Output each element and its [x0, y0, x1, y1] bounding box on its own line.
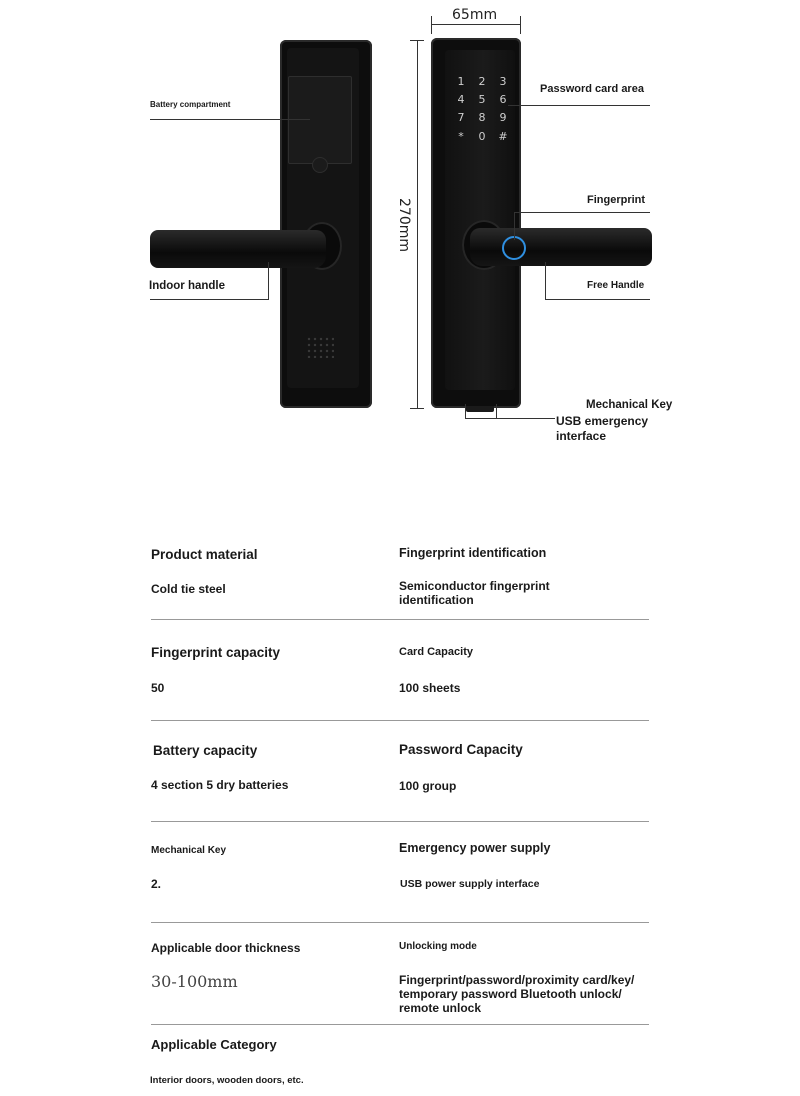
spec-title-material: Product material: [151, 547, 258, 562]
callout-usb-vline: [465, 404, 466, 419]
spec-title-card-capacity: Card Capacity: [399, 646, 473, 658]
keypad-key[interactable]: 6: [499, 93, 507, 106]
keypad-key[interactable]: 7: [457, 111, 465, 124]
callout-free-handle-hline: [545, 299, 650, 300]
spec-title-door-thickness: Applicable door thickness: [151, 941, 301, 955]
keypad-key[interactable]: 9: [499, 111, 507, 124]
spec-title-fingerprint-identification: Fingerprint identification: [399, 546, 547, 560]
keypad-key[interactable]: #: [498, 130, 508, 143]
spec-value-password-capacity: 100 group: [399, 779, 457, 793]
spec-divider: [151, 821, 649, 822]
callout-password-line: [508, 105, 650, 106]
keypad-key[interactable]: 3: [499, 75, 507, 88]
spec-title-unlocking-mode: Unlocking mode: [399, 941, 477, 952]
product-diagram: [0, 0, 800, 460]
callout-mech-key-vline: [496, 404, 497, 418]
spec-divider: [151, 922, 649, 923]
callout-usb-line2: interface: [556, 429, 607, 443]
spec-title-password-capacity: Password Capacity: [399, 742, 523, 757]
battery-cover-notch: [312, 157, 328, 173]
callout-fingerprint: Fingerprint: [587, 194, 646, 206]
height-dimension-tick-top: [410, 40, 424, 41]
callout-battery-compartment: Battery compartment: [150, 100, 231, 109]
outdoor-handle[interactable]: [470, 228, 652, 266]
spec-title-applicable-category: Applicable Category: [151, 1037, 277, 1052]
width-dimension-tick-left: [431, 16, 432, 34]
spec-value-fingerprint-identification-2: identification: [399, 593, 474, 607]
spec-title-emergency-power: Emergency power supply: [399, 841, 551, 855]
keypad-key[interactable]: 2: [478, 75, 486, 88]
keypad-key[interactable]: 0: [478, 130, 486, 143]
spec-value-emergency-power: USB power supply interface: [400, 878, 540, 890]
spec-divider: [151, 619, 649, 620]
width-dimension-label: 65mm: [452, 7, 498, 23]
width-dimension-line: [431, 24, 521, 25]
keypad-key[interactable]: 1: [457, 75, 465, 88]
spec-value-unlocking-mode-1: Fingerprint/password/proximity card/key/: [399, 973, 635, 987]
callout-fingerprint-hline: [514, 212, 650, 213]
callout-free-handle-vline: [545, 262, 546, 300]
spec-value-applicable-category: Interior doors, wooden doors, etc.: [150, 1075, 304, 1086]
width-dimension-tick-right: [520, 16, 521, 34]
spec-divider: [151, 720, 649, 721]
keypad-key[interactable]: 5: [478, 93, 486, 106]
spec-value-material: Cold tie steel: [151, 582, 226, 596]
keypad-key[interactable]: 8: [478, 111, 486, 124]
callout-mechanical-key: Mechanical Key: [586, 399, 673, 411]
callout-indoor-handle-vline: [268, 262, 269, 300]
spec-value-battery-capacity: 4 section 5 dry batteries: [151, 778, 289, 792]
spec-value-door-thickness: 30-100mm: [151, 972, 238, 991]
callout-battery-line: [150, 119, 310, 120]
spec-title-mechanical-key: Mechanical Key: [151, 845, 227, 856]
spec-value-fingerprint-identification-1: Semiconductor fingerprint: [399, 579, 550, 593]
keypad-key[interactable]: 4: [457, 93, 465, 106]
speaker-grille: [306, 336, 334, 358]
spec-value-unlocking-mode-3: remote unlock: [399, 1001, 482, 1015]
callout-indoor-handle: Indoor handle: [149, 280, 226, 292]
height-dimension-label: 270mm: [396, 198, 412, 252]
callout-indoor-handle-hline: [150, 299, 269, 300]
usb-port: [466, 406, 494, 412]
spec-value-card-capacity: 100 sheets: [399, 681, 461, 695]
indoor-handle: [150, 230, 326, 268]
callout-fingerprint-vline: [514, 212, 515, 240]
height-dimension-line: [417, 40, 418, 408]
spec-value-mechanical-key: 2.: [151, 877, 162, 891]
spec-title-fingerprint-capacity: Fingerprint capacity: [151, 645, 281, 660]
spec-title-battery-capacity: Battery capacity: [153, 743, 258, 758]
callout-password-area: Password card area: [540, 83, 644, 95]
battery-cover: [288, 76, 352, 164]
callout-free-handle: Free Handle: [587, 280, 645, 291]
callout-usb-hline: [465, 418, 555, 419]
spec-value-unlocking-mode-2: temporary password Bluetooth unlock/: [399, 987, 622, 1001]
spec-value-fingerprint-capacity: 50: [151, 681, 165, 695]
callout-usb-line1: USB emergency: [556, 414, 649, 428]
height-dimension-tick-bottom: [410, 408, 424, 409]
spec-divider: [151, 1024, 649, 1025]
keypad-key[interactable]: *: [458, 130, 464, 143]
